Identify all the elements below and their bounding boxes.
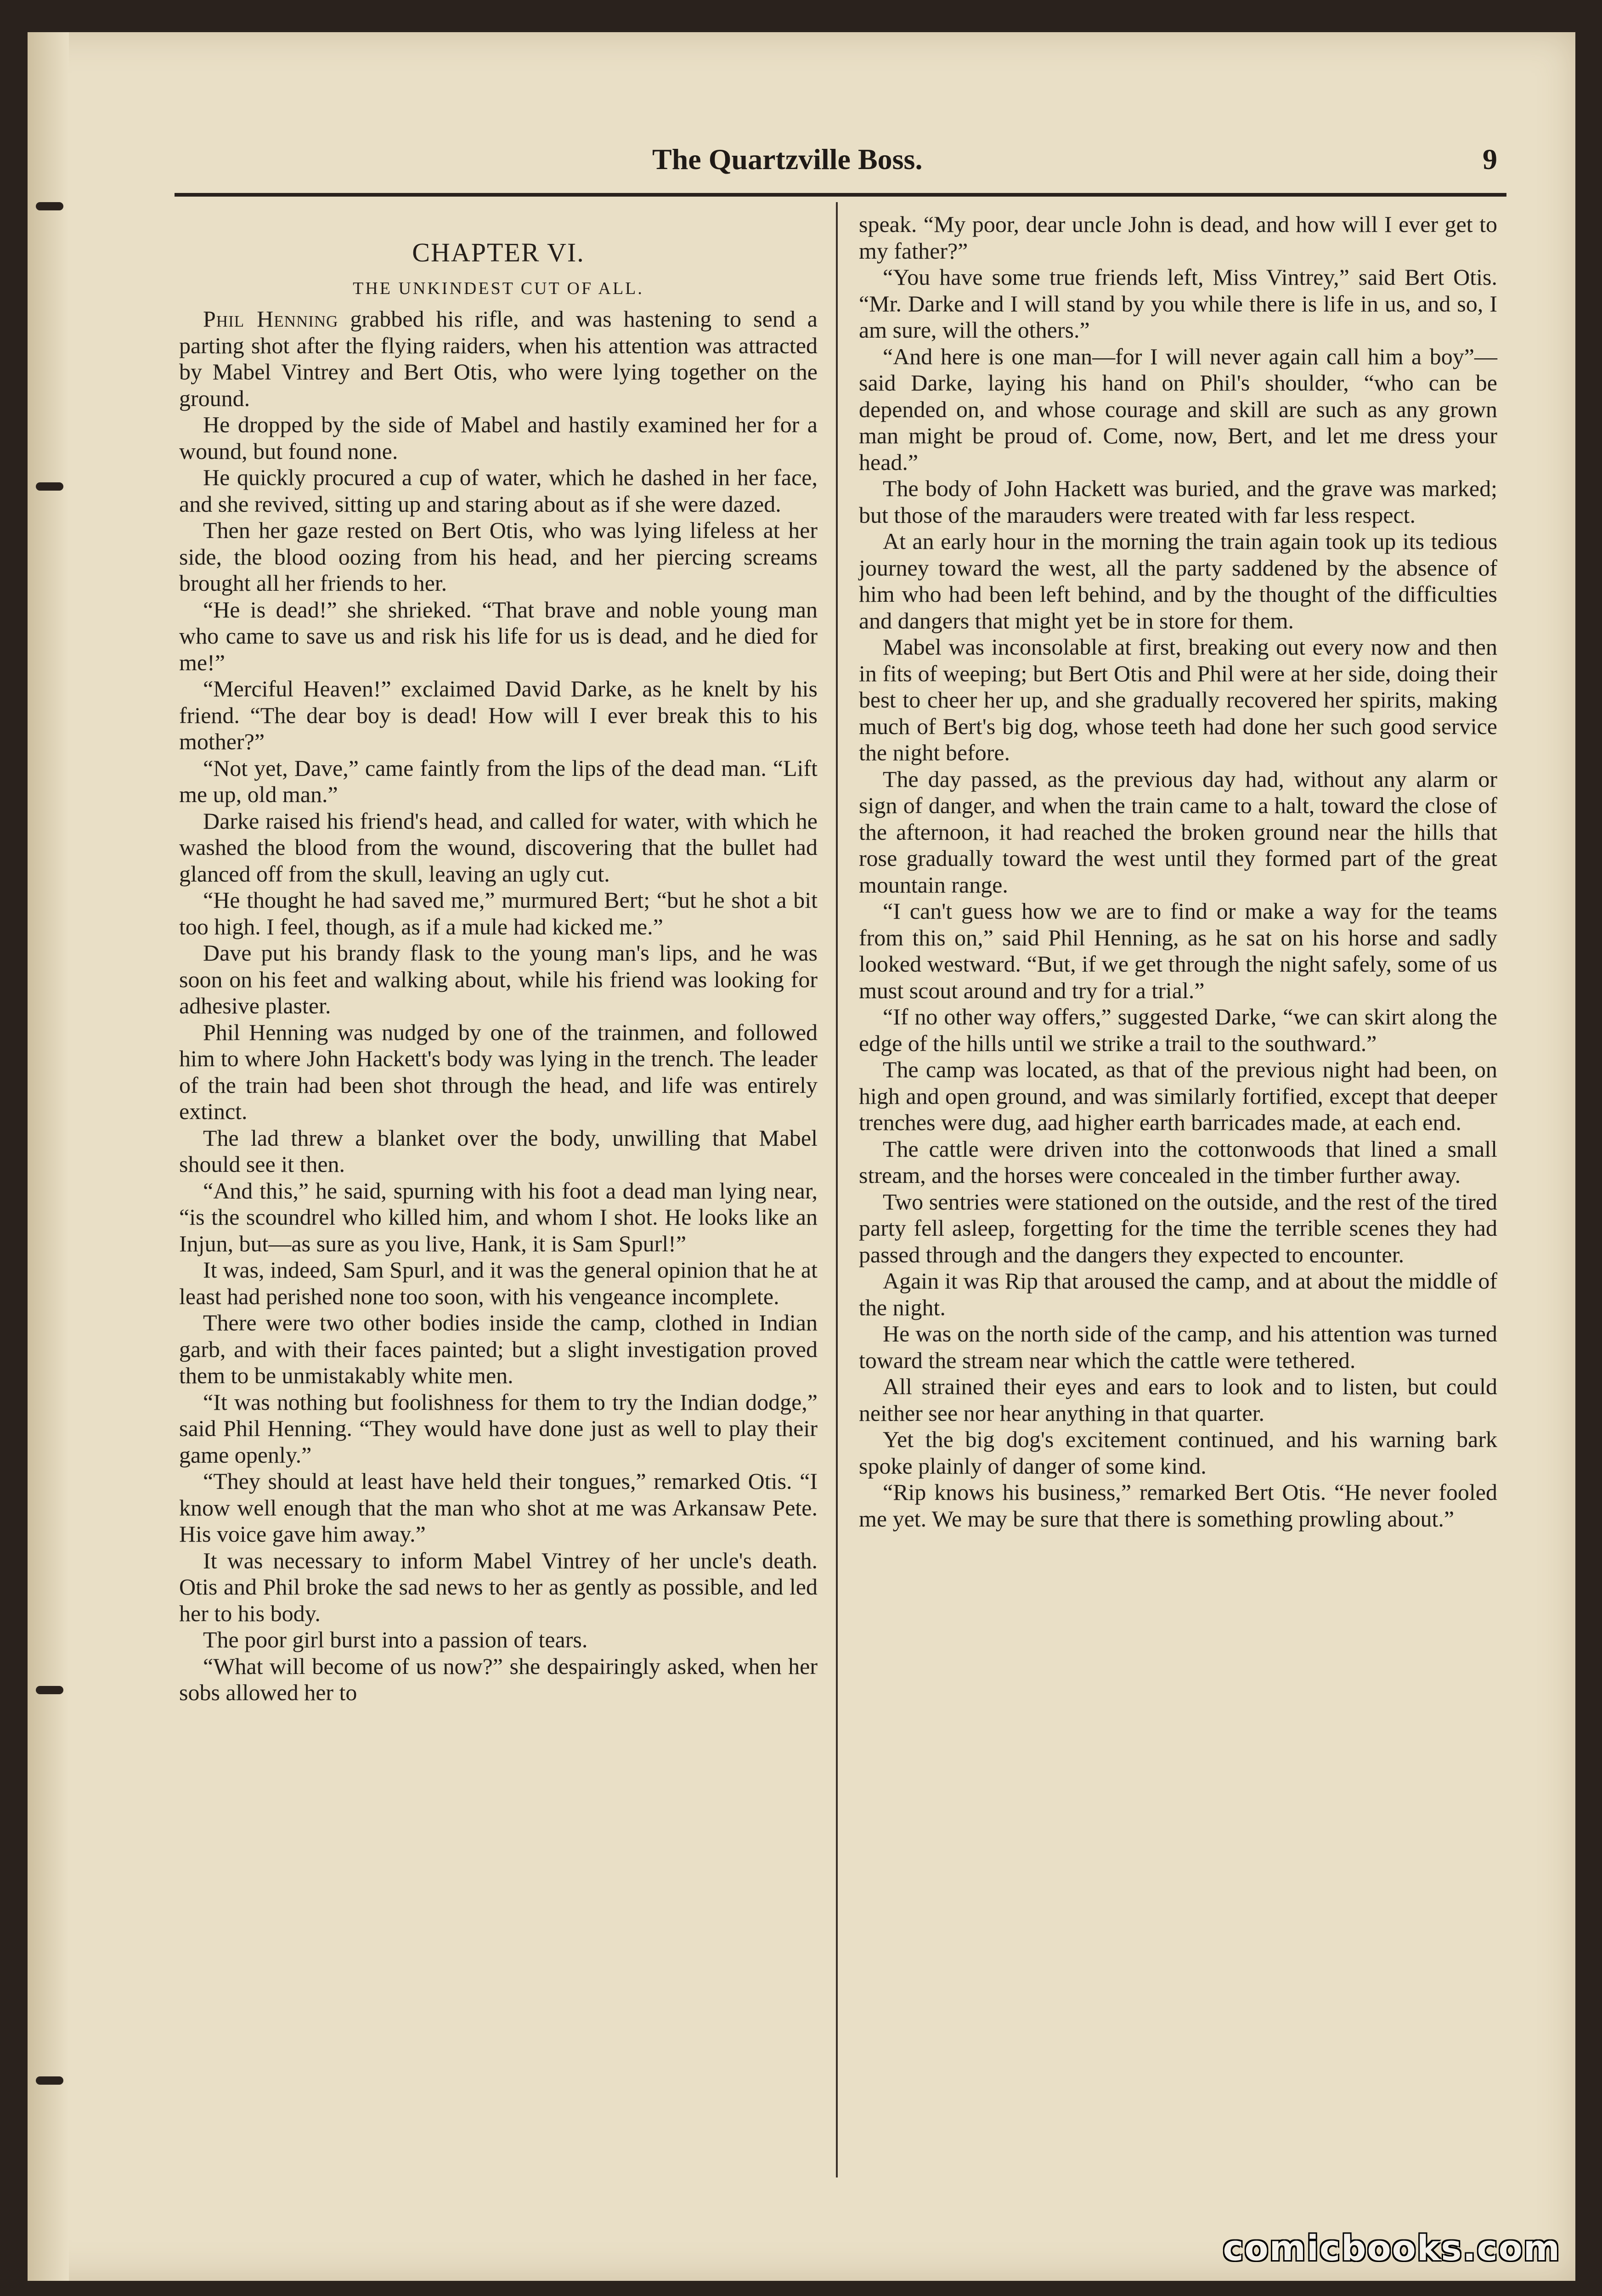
watermark-logo: comicbooks.com	[1223, 2228, 1561, 2268]
staple-top	[36, 202, 63, 210]
paragraph: “Not yet, Dave,” came faintly from the lips of the dead man. “Lift me up, old man.”	[179, 755, 818, 807]
paragraph: Darke raised his friend's head, and called for water, with which he washed the blood from the wound, discovering that the bullet had glanced off from the skull, leaving an ugly cut.	[179, 808, 818, 887]
paragraph: “He is dead!” she shrieked. “That brave and noble young man who came to save us and risk his life for us is dead, and he died for me!”	[179, 596, 818, 675]
lead-paragraph	[179, 306, 818, 412]
paragraph: The day passed, as the previous day had, without any alarm or sign of danger, and when the train came to a halt, toward the close of the afternoon, it had reached the broken ground near the hills that rose gradually toward the west until they formed part of the great mountain range.	[859, 766, 1497, 898]
paragraph: Again it was Rip that aroused the camp, and at about the middle of the night.	[859, 1268, 1497, 1320]
left-paragraphs	[179, 412, 818, 1706]
chapter-subtitle: THE UNKINDEST CUT OF ALL.	[353, 279, 644, 298]
paragraph: The lad threw a blanket over the body, unwilling that Mabel should see it then.	[179, 1125, 818, 1177]
paragraph: “I can't guess how we are to find or make a way for the teams from this on,” said Phil Henning, as he sat on his horse and sadly looked westward. “But, if we get through the night safely, some of us must scout around and try for a trial.”	[859, 898, 1497, 1003]
paragraph: He quickly procured a cup of water, which he dashed in her face, and she revived, sitting up and staring about as if she were dazed.	[179, 464, 818, 517]
paragraph: He dropped by the side of Mabel and hastily examined her for a wound, but found none.	[179, 412, 818, 464]
paragraph: The camp was located, as that of the previous night had been, on high and open ground, and was similarly fortified, except that deeper trenches were dug, aad higher earth barricades made, at each end.	[859, 1057, 1497, 1135]
paragraph: “And this,” he said, spurning with his foot a dead man lying near, “is the scoundrel who killed him, and whom I shot. He looks like an Injun, but—as sure as you live, Hank, it is Sam Spurl!”	[179, 1177, 818, 1256]
paragraph: The poor girl burst into a passion of tears.	[203, 1627, 588, 1652]
paragraph: Mabel was inconsolable at first, breaking out every now and then in fits of weeping; but Bert Otis and Phil were at her side, doing their best to cheer her up, and she gradually recovered her spirits, making much of Bert's big dog, whose teeth had done her such good service the night before.	[859, 634, 1497, 765]
staple-upper	[36, 482, 63, 491]
staple-lower	[36, 1686, 63, 1694]
paragraph: It was necessary to inform Mabel Vintrey of her uncle's death. Otis and Phil broke the sad news to her as gently as possible, and led her to his body.	[179, 1547, 818, 1626]
paragraph: The body of John Hackett was buried, and the grave was marked; but those of the marauders were treated with far less respect.	[859, 475, 1497, 528]
paragraph: “And here is one man—for I will never again call him a boy”—said Darke, laying his hand on Phil's shoulder, “who can be depended on, and whose courage and skill are such as any grown man might be proud of. Come, now, Bert, and let me dress your head.”	[859, 343, 1497, 475]
paragraph: “What will become of us now?” she despairingly asked, when her sobs allowed her to	[179, 1653, 818, 1705]
continuation-paragraph: speak. “My poor, dear uncle John is dead, and how will I ever get to my father?”	[859, 211, 1497, 264]
paragraph: “You have some true friends left, Miss Vintrey,” said Bert Otis. “Mr. Darke and I will stand by you while there is life in us, and so, I am sure, will the others.”	[859, 264, 1497, 343]
right-paragraphs	[859, 264, 1497, 1532]
paragraph: The cattle were driven into the cottonwoods that lined a small stream, and the horses were concealed in the timber further away.	[859, 1136, 1497, 1188]
paragraph: “If no other way offers,” suggested Darke, “we can skirt along the edge of the hills until we strike a trail to the southward.”	[859, 1004, 1497, 1056]
paragraph: “Rip knows his business,” remarked Bert Otis. “He never fooled me yet. We may be sure that there is something prowling about.”	[859, 1479, 1497, 1532]
paragraph: It was, indeed, Sam Spurl, and it was the general opinion that he at least had perished none too soon, with his vengeance incomplete.	[179, 1257, 818, 1309]
paragraph: All strained their eyes and ears to look and to listen, but could neither see nor hear anything in that quarter.	[859, 1374, 1497, 1426]
column-divider	[836, 202, 838, 2177]
paragraph: “Merciful Heaven!” exclaimed David Darke, as he knelt by his friend. “The dear boy is dead! How will I ever break this to his mother?”	[179, 676, 818, 754]
scanned-page	[28, 32, 1575, 2281]
paragraph: “It was nothing but foolishness for them to try the Indian dodge,” said Phil Henning. “They would have done just as well to play their game openly.”	[179, 1389, 818, 1468]
paragraph: Yet the big dog's excitement continued, and his warning bark spoke plainly of danger of some kind.	[859, 1426, 1497, 1479]
running-header	[179, 138, 1502, 193]
paragraph: Dave put his brandy flask to the young man's lips, and he was soon on his feet and walking about, while his friend was looking for adhesive plaster.	[179, 940, 818, 1018]
right-column	[859, 211, 1497, 1532]
book-title: The Quartzville Boss.	[652, 143, 923, 175]
paragraph: He was on the north side of the camp, and his attention was turned toward the stream near which the cattle were tethered.	[859, 1321, 1497, 1373]
header-rule	[175, 193, 1506, 197]
left-column	[179, 211, 818, 1706]
paragraph: Then her gaze rested on Bert Otis, who was lying lifeless at her side, the blood oozing from his head, and her piercing screams brought all her friends to her.	[179, 517, 818, 596]
paragraph: At an early hour in the morning the train again took up its tedious journey toward the west, all the party saddened by the absence of him who had been left behind, and by the thought of the difficulties and dangers that might yet be in store for them.	[859, 528, 1497, 633]
lead-text: grabbed his rifle, and was hastening to send a parting shot after the flying raiders, when his attention was attracted by Mabel Vintrey and Bert Otis, who were lying together on the ground.	[179, 306, 818, 411]
page-number: 9	[1483, 143, 1497, 175]
chapter-heading: CHAPTER VI.	[412, 238, 585, 267]
page-spine	[28, 32, 69, 2281]
staple-bottom	[36, 2076, 63, 2085]
paragraph: Two sentries were stationed on the outside, and the rest of the tired party fell asleep, forgetting for the time the terrible scenes they had passed through and the dangers they expected to encounter.	[859, 1188, 1497, 1267]
paragraph: “They should at least have held their tongues,” remarked Otis. “I know well enough that the man who shot at me was Arkansaw Pete. His voice gave him away.”	[179, 1468, 818, 1547]
paragraph: “He thought he had saved me,” murmured Bert; “but he shot a bit too high. I feel, though, as if a mule had kicked me.”	[179, 887, 818, 939]
lead-name: Phil Henning	[203, 306, 338, 332]
paragraph: There were two other bodies inside the camp, clothed in Indian garb, and with their faces painted; but a slight investigation proved them to be unmistakably white men.	[179, 1310, 818, 1388]
paragraph: Phil Henning was nudged by one of the trainmen, and followed him to where John Hackett's body was lying in the trench. The leader of the train had been shot through the head, and life was entirely extinct.	[179, 1019, 818, 1124]
